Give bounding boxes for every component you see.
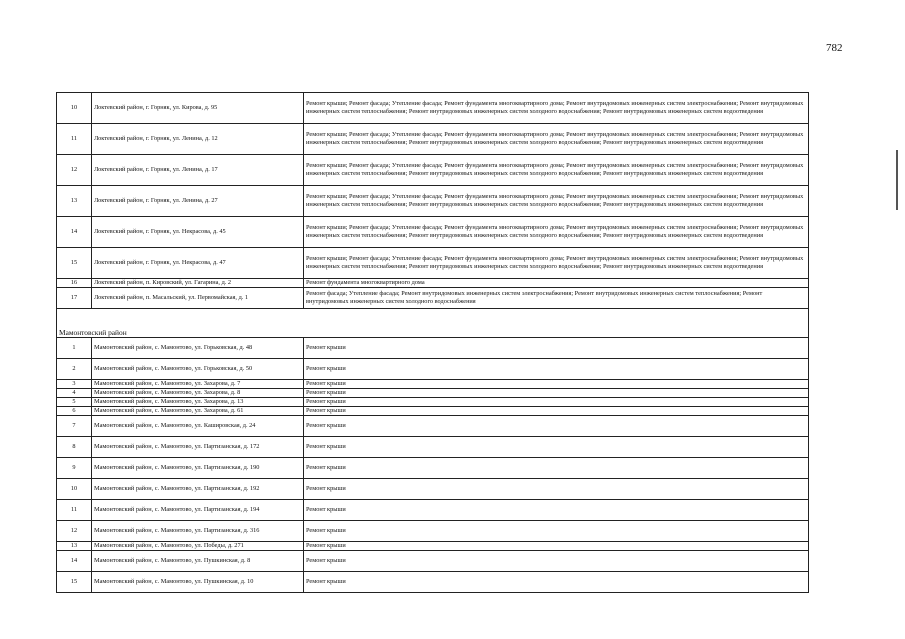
row-address: Мамонтовский район, с. Мамонтово, ул. Горьковская, д. 48 bbox=[92, 338, 304, 359]
row-address: Мамонтовский район, с. Мамонтово, ул. Захарова, д. 61 bbox=[92, 407, 304, 416]
row-address: Локтевский район, г. Горняк, ул. Кирова, д. 95 bbox=[92, 93, 304, 124]
scan-edge-mark bbox=[896, 150, 898, 210]
row-work-types: Ремонт крыши bbox=[304, 551, 809, 572]
table-row bbox=[57, 416, 809, 437]
table-row bbox=[57, 542, 809, 551]
row-work-types: Ремонт крыши bbox=[304, 542, 809, 551]
row-work-types: Ремонт крыши; Ремонт фасада; Утепление фасада; Ремонт фундамента многоквартирного дома; Ремонт внутридомовых инженерных систем электроснабжения; Ремонт внутридомовых инженерных систем теплоснабжения; Ремонт внутридомовых инженерных систем холодного водоснабжения; Ремонт внутридомовых инженерных систем водоотведения bbox=[304, 124, 809, 155]
table-row bbox=[57, 359, 809, 380]
row-address: Локтевский район, г. Горняк, ул. Ленина, д. 17 bbox=[92, 155, 304, 186]
row-work-types: Ремонт фасада; Утепление фасада; Ремонт внутридомовых инженерных систем электроснабжения; Ремонт внутридомовых инженерных систем теплоснабжения; Ремонт внутридомовых инженерных систем холодного водоснабжения bbox=[304, 288, 809, 309]
row-number: 10 bbox=[57, 479, 92, 500]
row-number: 13 bbox=[57, 186, 92, 217]
row-number: 4 bbox=[57, 389, 92, 398]
row-number: 2 bbox=[57, 359, 92, 380]
row-number: 13 bbox=[57, 542, 92, 551]
table-row bbox=[57, 279, 809, 288]
row-work-types: Ремонт крыши bbox=[304, 416, 809, 437]
row-address: Мамонтовский район, с. Мамонтово, ул. Партизанская, д. 190 bbox=[92, 458, 304, 479]
row-work-types: Ремонт крыши; Ремонт фасада; Утепление фасада; Ремонт фундамента многоквартирного дома; Ремонт внутридомовых инженерных систем электроснабжения; Ремонт внутридомовых инженерных систем теплоснабжения; Ремонт внутридомовых инженерных систем холодного водоснабжения; Ремонт внутридомовых инженерных систем водоотведения bbox=[304, 186, 809, 217]
repair-program-table bbox=[56, 92, 809, 593]
row-work-types: Ремонт крыши bbox=[304, 338, 809, 359]
row-work-types: Ремонт крыши bbox=[304, 389, 809, 398]
row-number: 17 bbox=[57, 288, 92, 309]
row-work-types: Ремонт крыши; Ремонт фасада; Утепление фасада; Ремонт фундамента многоквартирного дома; Ремонт внутридомовых инженерных систем электроснабжения; Ремонт внутридомовых инженерных систем теплоснабжения; Ремонт внутридомовых инженерных систем холодного водоснабжения; Ремонт внутридомовых инженерных систем водоотведения bbox=[304, 217, 809, 248]
row-address: Локтевский район, г. Горняк, ул. Некрасова, д. 45 bbox=[92, 217, 304, 248]
row-work-types: Ремонт крыши bbox=[304, 380, 809, 389]
table-row bbox=[57, 572, 809, 593]
row-number: 15 bbox=[57, 572, 92, 593]
row-work-types: Ремонт крыши; Ремонт фасада; Утепление фасада; Ремонт фундамента многоквартирного дома; Ремонт внутридомовых инженерных систем электроснабжения; Ремонт внутридомовых инженерных систем теплоснабжения; Ремонт внутридомовых инженерных систем холодного водоснабжения; Ремонт внутридомовых инженерных систем водоотведения bbox=[304, 155, 809, 186]
row-address: Мамонтовский район, с. Мамонтово, ул. Захарова, д. 8 bbox=[92, 389, 304, 398]
table-row bbox=[57, 288, 809, 309]
table-row bbox=[57, 248, 809, 279]
row-address: Мамонтовский район, с. Мамонтово, ул. Победы, д. 271 bbox=[92, 542, 304, 551]
table-row bbox=[57, 551, 809, 572]
row-number: 12 bbox=[57, 521, 92, 542]
row-work-types: Ремонт крыши bbox=[304, 407, 809, 416]
row-work-types: Ремонт крыши bbox=[304, 521, 809, 542]
row-address: Мамонтовский район, с. Мамонтово, ул. Кашировская, д. 24 bbox=[92, 416, 304, 437]
row-number: 5 bbox=[57, 398, 92, 407]
row-address: Мамонтовский район, с. Мамонтово, ул. Пушкинская, д. 8 bbox=[92, 551, 304, 572]
table-row bbox=[57, 389, 809, 398]
table-row bbox=[57, 380, 809, 389]
table-row bbox=[57, 155, 809, 186]
row-address: Локтевский район, г. Горняк, ул. Некрасова, д. 47 bbox=[92, 248, 304, 279]
section2-body bbox=[57, 309, 809, 593]
row-address: Локтевский район, п. Масальский, ул. Первомайская, д. 1 bbox=[92, 288, 304, 309]
table-row bbox=[57, 398, 809, 407]
table-row bbox=[57, 186, 809, 217]
row-address: Локтевский район, п. Кировский, ул. Гагарина, д. 2 bbox=[92, 279, 304, 288]
row-work-types: Ремонт крыши bbox=[304, 479, 809, 500]
row-number: 8 bbox=[57, 437, 92, 458]
district-header-row bbox=[57, 309, 809, 338]
table-row bbox=[57, 479, 809, 500]
row-work-types: Ремонт крыши bbox=[304, 359, 809, 380]
row-address: Мамонтовский район, с. Мамонтово, ул. Партизанская, д. 194 bbox=[92, 500, 304, 521]
row-number: 15 bbox=[57, 248, 92, 279]
row-number: 11 bbox=[57, 124, 92, 155]
table-row bbox=[57, 217, 809, 248]
row-number: 16 bbox=[57, 279, 92, 288]
table-row bbox=[57, 521, 809, 542]
table-row bbox=[57, 458, 809, 479]
row-address: Мамонтовский район, с. Мамонтово, ул. Партизанская, д. 172 bbox=[92, 437, 304, 458]
row-address: Мамонтовский район, с. Мамонтово, ул. Партизанская, д. 192 bbox=[92, 479, 304, 500]
row-number: 7 bbox=[57, 416, 92, 437]
row-work-types: Ремонт крыши; Ремонт фасада; Утепление фасада; Ремонт фундамента многоквартирного дома; Ремонт внутридомовых инженерных систем электроснабжения; Ремонт внутридомовых инженерных систем теплоснабжения; Ремонт внутридомовых инженерных систем холодного водоснабжения; Ремонт внутридомовых инженерных систем водоотведения bbox=[304, 248, 809, 279]
row-number: 9 bbox=[57, 458, 92, 479]
row-address: Мамонтовский район, с. Мамонтово, ул. Партизанская, д. 316 bbox=[92, 521, 304, 542]
row-number: 14 bbox=[57, 217, 92, 248]
row-work-types: Ремонт крыши bbox=[304, 398, 809, 407]
table-row bbox=[57, 500, 809, 521]
row-address: Локтевский район, г. Горняк, ул. Ленина, д. 27 bbox=[92, 186, 304, 217]
row-work-types: Ремонт крыши bbox=[304, 458, 809, 479]
row-number: 3 bbox=[57, 380, 92, 389]
row-work-types: Ремонт крыши; Ремонт фасада; Утепление фасада; Ремонт фундамента многоквартирного дома; Ремонт внутридомовых инженерных систем электроснабжения; Ремонт внутридомовых инженерных систем теплоснабжения; Ремонт внутридомовых инженерных систем холодного водоснабжения; Ремонт внутридомовых инженерных систем водоотведения bbox=[304, 93, 809, 124]
table-row bbox=[57, 124, 809, 155]
page-number: 782 bbox=[826, 42, 843, 54]
row-work-types: Ремонт фундамента многоквартирного дома bbox=[304, 279, 809, 288]
row-address: Мамонтовский район, с. Мамонтово, ул. Захарова, д. 7 bbox=[92, 380, 304, 389]
row-number: 14 bbox=[57, 551, 92, 572]
row-work-types: Ремонт крыши bbox=[304, 437, 809, 458]
row-address: Мамонтовский район, с. Мамонтово, ул. Горьковская, д. 50 bbox=[92, 359, 304, 380]
table-row bbox=[57, 338, 809, 359]
row-number: 11 bbox=[57, 500, 92, 521]
table-row bbox=[57, 407, 809, 416]
row-address: Локтевский район, г. Горняк, ул. Ленина, д. 12 bbox=[92, 124, 304, 155]
row-number: 6 bbox=[57, 407, 92, 416]
row-address: Мамонтовский район, с. Мамонтово, ул. Пушкинская, д. 10 bbox=[92, 572, 304, 593]
table-row bbox=[57, 93, 809, 124]
section1-body bbox=[57, 93, 809, 309]
row-work-types: Ремонт крыши bbox=[304, 500, 809, 521]
row-work-types: Ремонт крыши bbox=[304, 572, 809, 593]
row-number: 10 bbox=[57, 93, 92, 124]
table-row bbox=[57, 437, 809, 458]
row-number: 1 bbox=[57, 338, 92, 359]
district-heading: Мамонтовский район bbox=[57, 309, 809, 338]
row-address: Мамонтовский район, с. Мамонтово, ул. Захарова, д. 13 bbox=[92, 398, 304, 407]
row-number: 12 bbox=[57, 155, 92, 186]
